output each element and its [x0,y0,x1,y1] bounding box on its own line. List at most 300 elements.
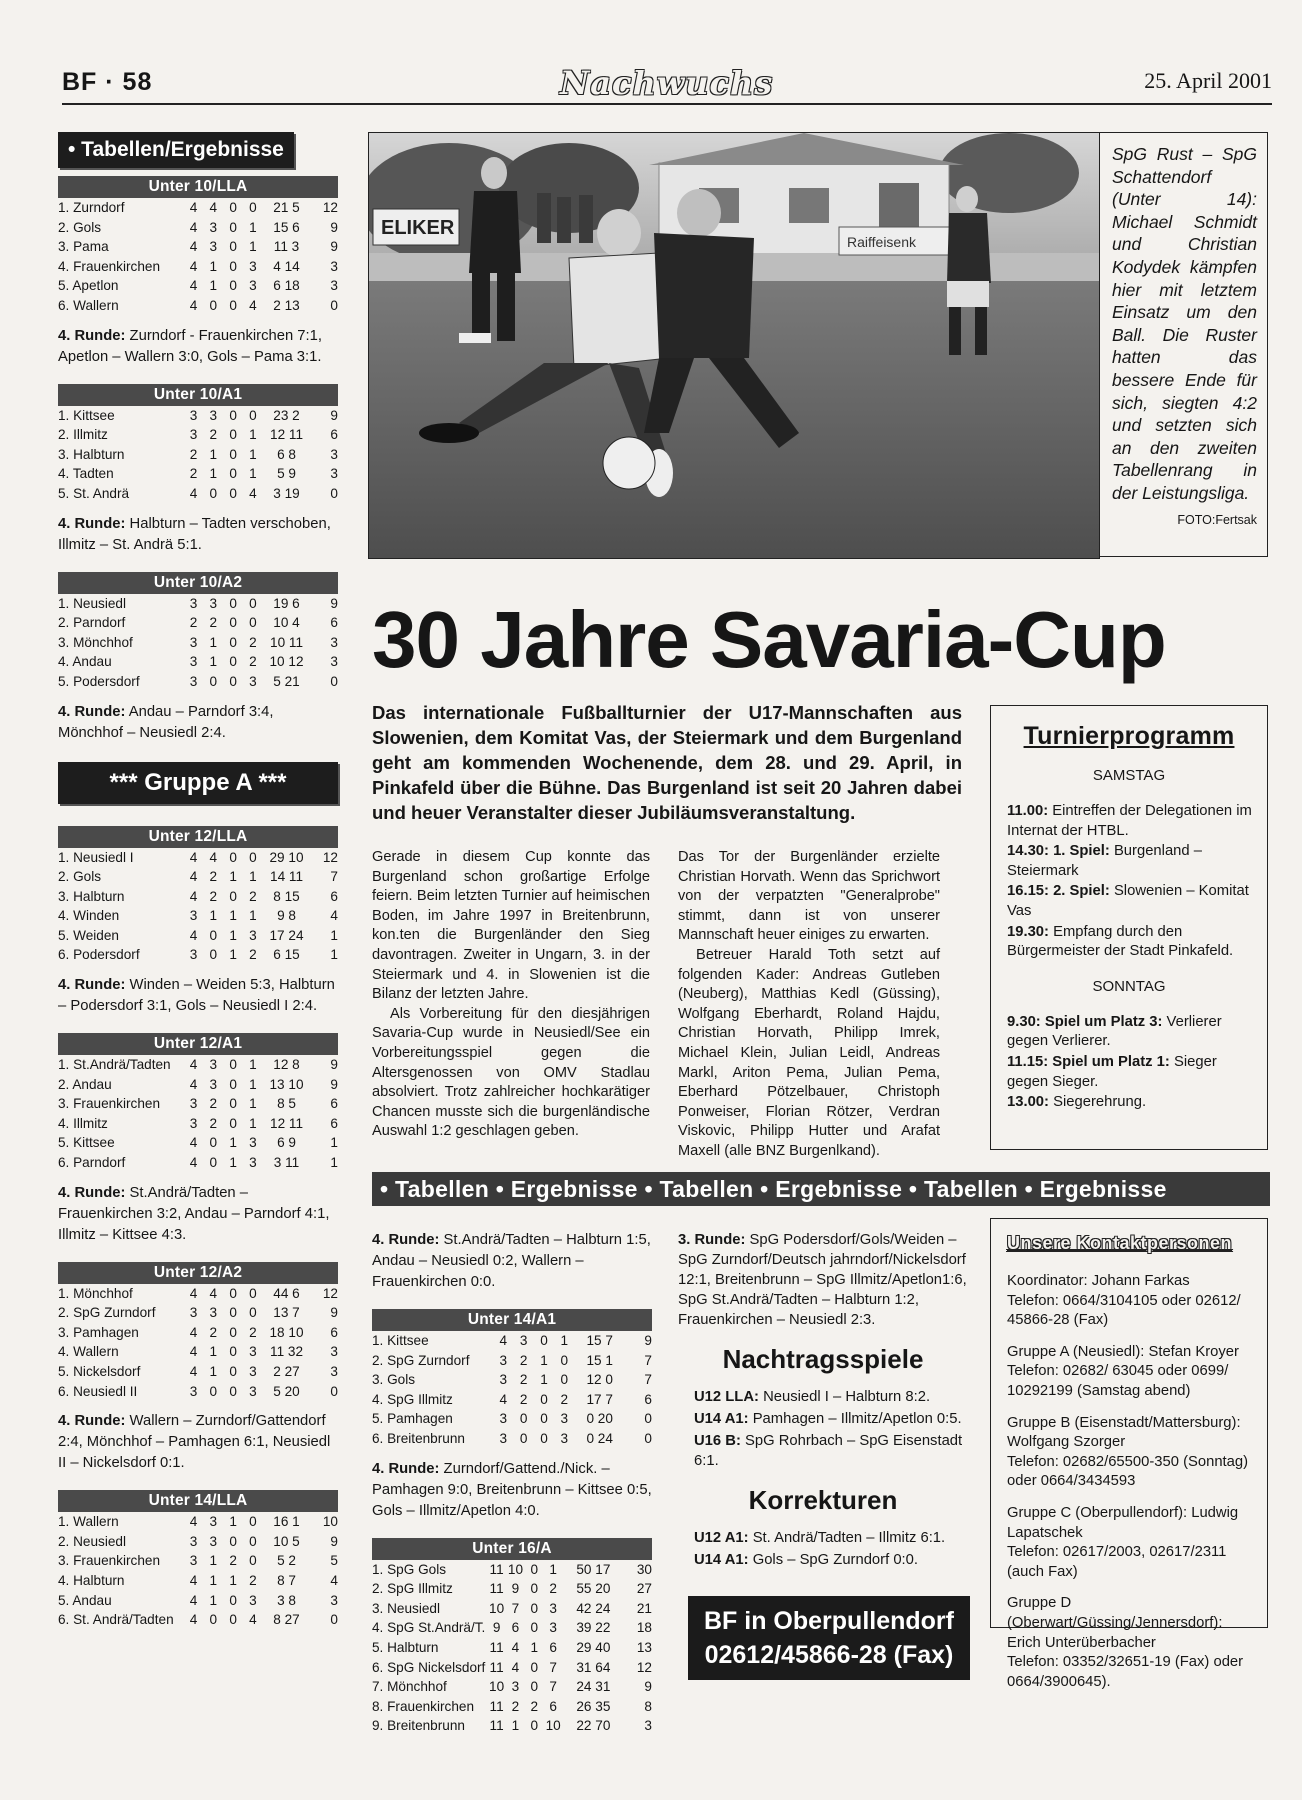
draws: 0 [540,1391,548,1407]
games-played: 4 [499,1333,508,1348]
table-row [58,1303,338,1323]
goals: 8 27 [273,1612,300,1628]
result-text: SpG Rohrbach – SpG Eisenstadt 6:1. [694,1433,963,1469]
table-row [372,1579,652,1599]
article-headline: 30 Jahre Savaria-Cup [372,595,1166,684]
table-row [58,406,338,426]
draws: 1 [229,1155,237,1171]
team-name: 5. Andau [58,1592,112,1608]
goals: 3 11 [273,1155,300,1171]
team-name: 6. Podersdorf [58,947,140,963]
round-results: Winden – Weiden 5:3, Halbturn – Podersdorf 3:1, Gols – Neusiedl I 2:4. [58,977,335,1015]
points: 3 [330,1592,338,1608]
table-title: Unter 10/A2 [58,572,338,594]
goals: 5 21 [273,673,300,689]
result-text: Neusiedl I – Halbturn 8:2. [763,1389,931,1405]
table-u16-a [372,1538,652,1736]
result-line [694,1431,968,1471]
team-name: 3. Halbturn [58,446,125,462]
table-title: Unter 10/A1 [58,384,338,406]
table-row [58,887,338,907]
losses: 1 [249,908,257,924]
team-name: 1. Zurndorf [58,200,125,215]
result-label: U12 A1: [694,1530,749,1546]
wins: 6 [511,1620,520,1636]
team-name: 4. Wallern [58,1344,119,1360]
round-results: Halbturn – Tadten verschoben, Illmitz – St. Andrä 5:1. [58,515,331,553]
wins: 0 [209,1155,218,1171]
team-name: 2. Gols [58,869,102,885]
draws: 0 [229,297,237,313]
wins: 3 [209,1514,218,1530]
round-label: 4. Runde: [58,327,126,344]
table-row [58,1114,338,1134]
article-body-column-2 [678,848,940,1162]
wins: 2 [209,1324,218,1340]
results-tables-group-2 [58,826,338,1630]
draws: 1 [229,927,237,943]
games-played: 3 [189,1383,198,1399]
goals: 6 15 [273,947,300,963]
goals: 8 5 [277,1096,296,1112]
wins: 3 [209,595,218,611]
contact-phone: Telefon: 03352/32651-19 (Fax) oder 0664/3900645). [1007,1654,1244,1690]
wins: 3 [519,1333,528,1348]
wins: 1 [209,466,218,482]
games-played: 11 [489,1659,504,1675]
wins: 4 [209,849,218,865]
wins: 1 [209,1553,218,1569]
losses: 0 [560,1352,569,1368]
wins: 4 [209,200,218,215]
tables-results-banner: • Tabellen • Ergebnisse • Tabellen • Ergebnisse • Tabellen • Ergebnisse [372,1172,1270,1206]
points: 0 [644,1411,652,1427]
games-played: 4 [189,1285,198,1301]
caption-text: SpG Rust – SpG Schattendorf (Unter 14): Michael Schmidt und Christian Kodydek kämpfen hier mit letztem Einsatz um den Ball. Die Ruster hatten das bessere Ende für sich, siegten 4:2 und setzten sich an den zweiten Tabellenrang in der Leistungsliga. [1112,144,1257,503]
losses: 0 [249,595,257,611]
wins: 0 [209,1383,218,1399]
games-played: 4 [189,1364,198,1379]
losses: 0 [249,407,257,423]
losses: 1 [249,1115,257,1131]
goals: 0 24 [586,1430,613,1446]
goals: 17 7 [586,1391,613,1407]
goals: 17 24 [269,927,304,943]
table-row [58,1551,338,1571]
team-name: 4. SpG Illmitz [372,1391,453,1407]
korrekturen-list [678,1528,968,1570]
goals: 16 1 [273,1514,300,1530]
points: 1 [330,1135,338,1151]
team-name: 1. St.Andrä/Tadten [58,1057,171,1073]
team-name: 4. SpG St.Andrä/T. [372,1620,486,1636]
goals: 6 9 [277,1135,296,1151]
program-day-sunday: SONNTAG [1092,977,1166,995]
points: 3 [330,446,338,462]
table-row [58,1284,338,1304]
table-title: Unter 12/LLA [58,826,338,848]
wins: 0 [209,927,218,943]
standings-table [372,1538,652,1736]
program-item [1003,842,1255,881]
wins: 1 [511,1718,520,1734]
points: 18 [636,1620,652,1636]
table-row [58,1382,338,1402]
points: 3 [330,1344,338,1360]
wins: 3 [209,1533,218,1549]
games-played: 4 [189,1572,198,1588]
goals: 42 24 [576,1600,611,1616]
wins: 2 [511,1698,520,1714]
team-name: 5. Kittsee [58,1135,115,1151]
results-column-2 [372,1220,652,1742]
program-text: Empfang durch den Bürgermeister der Stadt Pinkafeld. [1007,923,1234,960]
goals: 13 10 [269,1076,304,1092]
goals: 6 8 [277,446,296,462]
losses: 0 [249,1305,257,1321]
games-played: 10 [489,1679,505,1695]
section-title: Nachwuchs [560,64,774,102]
standings-table [58,1033,338,1173]
wins: 3 [209,239,218,255]
losses: 3 [249,1592,257,1608]
losses: 0 [249,1553,257,1569]
draws: 0 [229,1533,237,1549]
standings-table [58,384,338,504]
contact-entry [1007,1343,1251,1402]
goals: 2 27 [273,1364,300,1379]
program-item [1003,1053,1255,1092]
draws: 1 [540,1372,548,1388]
losses: 3 [249,1364,257,1379]
team-name: 2. Gols [58,219,102,235]
games-played: 11 [489,1718,504,1734]
table-row [372,1638,652,1658]
games-played: 9 [492,1620,501,1636]
table-row [372,1351,652,1371]
points: 0 [330,297,338,313]
team-name: 7. Mönchhof [372,1679,447,1695]
draws: 0 [229,200,237,215]
goals: 15 6 [273,219,300,235]
losses: 2 [249,1324,257,1340]
standings-table [58,176,338,316]
team-name: 4. Tadten [58,466,114,482]
goals: 11 32 [270,1344,304,1360]
games-played: 4 [189,258,198,274]
draws: 0 [229,1285,237,1301]
contact-entry [1007,1272,1251,1331]
points: 0 [330,1383,338,1399]
points: 9 [644,1333,652,1348]
losses: 10 [545,1718,561,1734]
team-name: 3. Frauenkirchen [58,1553,161,1569]
table-row [372,1658,652,1678]
table-row [58,218,338,238]
team-name: 8. Frauenkirchen [372,1698,475,1714]
team-name: 2. Andau [58,1076,112,1092]
program-text: Siegerehrung. [1053,1094,1147,1111]
wins: 10 [507,1561,524,1577]
team-name: 2. SpG Illmitz [372,1581,453,1597]
wins: 2 [209,1096,218,1112]
points: 21 [636,1600,652,1616]
points: 9 [330,1057,338,1073]
contact-phone: Telefon: 02682/ 63045 oder 0699/ 10292199 (Samstag abend) [1007,1363,1229,1399]
team-name: 1. Kittsee [372,1333,429,1348]
draws: 0 [530,1679,539,1695]
table-row [58,1532,338,1552]
bf-fax-box [688,1596,970,1680]
table-row [372,1697,652,1717]
losses: 2 [249,1572,257,1588]
program-time: 11.15: Spiel um Platz 1: [1007,1053,1170,1070]
article-body-column-1 [372,848,650,1142]
table-row [58,1094,338,1114]
team-name: 1. Kittsee [58,407,115,423]
wins: 1 [209,1592,218,1608]
wins: 1 [209,278,218,294]
contact-name: Gruppe C (Oberpullendorf): Ludwig Lapatschek [1007,1504,1239,1541]
team-name: 9. Breitenbrunn [372,1718,465,1734]
draws: 0 [229,1383,237,1399]
losses: 3 [549,1600,557,1616]
team-name: 2. SpG Zurndorf [372,1352,470,1368]
games-played: 11 [489,1581,504,1597]
bf-office: BF in Oberpullendorf [704,1607,954,1635]
losses: 6 [549,1698,557,1714]
program-day-saturday: SAMSTAG [1092,767,1166,784]
program-time: 11.00: [1007,803,1049,819]
table-row [58,613,338,633]
losses: 2 [560,1391,569,1407]
wins: 1 [209,908,218,924]
points: 1 [330,1155,338,1171]
losses: 1 [549,1561,557,1577]
paragraph: Das Tor der Burgenländer erzielte Christian Horvath. Wenn das Sprichwort von der verpatzten "Generalprobe" stimmt, dann ist von unserer Mannschaft heuer einiges zu erwarten. [678,849,940,944]
draws: 0 [229,1076,237,1092]
program-item [1003,882,1255,921]
goals: 26 35 [576,1698,611,1714]
points: 6 [330,427,338,443]
losses: 1 [249,219,257,235]
goals: 15 1 [586,1352,613,1368]
bf-fax-number: 02612/45866-28 (Fax) [704,1641,954,1669]
team-name: 5. Apetlon [58,278,119,294]
losses: 3 [249,673,257,689]
losses: 2 [249,634,257,650]
draws: 0 [540,1430,548,1446]
games-played: 3 [499,1430,508,1446]
draws: 0 [229,634,237,650]
program-items-saturday [1003,802,1255,962]
round-label: 4. Runde: [58,703,126,720]
standings-table [58,572,338,692]
table-row [58,1055,338,1075]
points: 6 [644,1391,652,1407]
games-played: 2 [189,466,198,482]
table-row [58,296,338,316]
points: 3 [644,1718,652,1734]
draws: 0 [530,1620,539,1636]
round-note: 3. Runde: SpG Podersdorf/Gols/Weiden – SpG Zurndorf/Deutsch jahrndorf/Nickelsdorf 12:1, Breitenbrunn – SpG Illmitz/Apetlon1:6, SpG St.Andrä/Tadten – Halbturn 1:2, Frauenkirchen – Neusiedl 2:3. [678,1232,967,1328]
table-row [58,1342,338,1362]
games-played: 3 [189,1305,198,1321]
table-row [58,1571,338,1591]
draws: 0 [229,654,237,670]
program-text: Verlierer gegen Verlierer. [1007,1013,1222,1050]
draws: 0 [229,673,237,689]
goals: 15 7 [586,1333,613,1348]
losses: 3 [249,927,257,943]
goals: 10 11 [270,634,304,650]
team-name: 3. Mönchhof [58,634,133,650]
team-name: 1. Wallern [58,1514,119,1530]
points: 4 [330,1572,338,1588]
table-row [58,867,338,887]
losses: 6 [549,1639,557,1655]
team-name: 2. Neusiedl [58,1533,127,1549]
losses: 2 [249,888,257,904]
round-label: 4. Runde: [58,1413,126,1430]
goals: 29 10 [269,849,304,865]
table-row [58,594,338,614]
games-played: 3 [189,407,198,423]
table-title: Unter 12/A2 [58,1262,338,1284]
goals: 31 64 [576,1659,611,1675]
team-name: 4. Andau [58,654,112,670]
draws: 2 [229,1553,237,1569]
round-note: 4. Runde: St.Andrä/Tadten – Halbturn 1:5, Andau – Neusiedl 0:2, Wallern – Frauenkirchen 0:0. [372,1232,651,1290]
losses: 2 [249,654,257,670]
losses: 0 [249,615,257,631]
wins: 1 [209,1344,218,1360]
points: 3 [330,634,338,650]
contact-title: Unsere Kontaktpersonen [1007,1233,1233,1253]
wins: 3 [209,219,218,235]
goals: 6 18 [273,278,300,294]
games-played: 4 [189,297,198,313]
table-row [58,848,338,868]
games-played: 4 [189,849,198,865]
round-note [58,975,338,1017]
page-number: BF · 58 [62,68,153,96]
points: 13 [636,1639,652,1655]
goals: 9 8 [277,908,296,924]
draws: 0 [229,466,237,482]
points: 9 [330,595,338,611]
table-row [58,1512,338,1532]
games-played: 3 [189,908,198,924]
program-item [1003,923,1255,962]
points: 3 [330,1364,338,1379]
photo-caption [1100,132,1268,557]
table-title: Unter 14/LLA [58,1490,338,1512]
games-played: 4 [189,1155,198,1171]
table-row [58,906,338,926]
round-note [58,1183,338,1246]
program-time: 13.00: [1007,1094,1049,1111]
team-name: 6. Wallern [58,297,119,313]
team-name: 6. Parndorf [58,1155,126,1171]
team-name: 1. Mönchhof [58,1285,133,1301]
losses: 0 [249,1533,257,1549]
points: 1 [330,927,338,943]
goals: 12 0 [586,1372,613,1388]
goals: 19 6 [273,595,300,611]
goals: 4 14 [273,258,300,274]
table-u14-a1 [372,1309,652,1449]
goals: 39 22 [576,1620,611,1636]
result-label: U12 LLA: [694,1389,759,1405]
wins: 1 [209,1364,218,1379]
team-name: 3. Pama [58,239,109,255]
match-photo [368,132,1100,559]
losses: 2 [249,947,257,963]
games-played: 4 [189,1324,198,1340]
games-played: 3 [189,654,198,670]
losses: 7 [549,1679,557,1695]
header-rule [62,103,1272,105]
wins: 0 [519,1430,528,1446]
team-name: 3. Halbturn [58,888,125,904]
goals: 22 70 [576,1718,611,1734]
draws: 0 [229,1592,237,1608]
goals: 2 13 [273,297,300,313]
draws: 0 [540,1411,548,1427]
photo-credit: FOTO:Fertsak [1177,512,1257,527]
contact-entry [1007,1504,1251,1582]
points: 3 [330,466,338,482]
games-played: 3 [189,1533,198,1549]
table-row [58,198,338,218]
team-name: 4. Illmitz [58,1115,108,1131]
losses: 1 [249,1096,257,1112]
table-row [58,276,338,296]
wins: 1 [209,654,218,670]
draws: 0 [540,1333,548,1348]
wins: 1 [209,258,218,274]
contact-name: Gruppe D (Oberwart/Güssing/Jennersdorf): Erich Unterüberbacher [1007,1595,1223,1651]
games-played: 4 [189,200,198,215]
games-played: 3 [499,1372,508,1388]
team-name: 2. SpG Zurndorf [58,1305,156,1321]
points: 9 [330,1076,338,1092]
losses: 1 [249,427,257,443]
program-text: Eintreffen der Delegationen im Internat der HTBL. [1007,803,1252,839]
draws: 0 [229,1057,237,1073]
nachtragsspiele-title: Nachtragsspiele [722,1344,924,1374]
games-played: 3 [189,634,198,650]
points: 6 [330,1096,338,1112]
team-name: 6. St. Andrä/Tadten [58,1612,174,1628]
goals: 11 3 [273,239,300,255]
round-results: Andau – Parndorf 3:4, Mönchhof – Neusiedl 2:4. [58,703,274,741]
losses: 3 [249,1135,257,1151]
table-row [58,257,338,277]
games-played: 2 [189,446,198,462]
results-section-title: • Tabellen/Ergebnisse [58,132,294,168]
table-row [58,1362,338,1382]
draws: 0 [530,1561,539,1577]
table-row [372,1599,652,1619]
losses: 3 [549,1620,557,1636]
games-played: 11 [489,1561,504,1577]
wins: 2 [519,1372,528,1388]
draws: 0 [229,615,237,631]
table-row [372,1409,652,1429]
table-row [58,1075,338,1095]
